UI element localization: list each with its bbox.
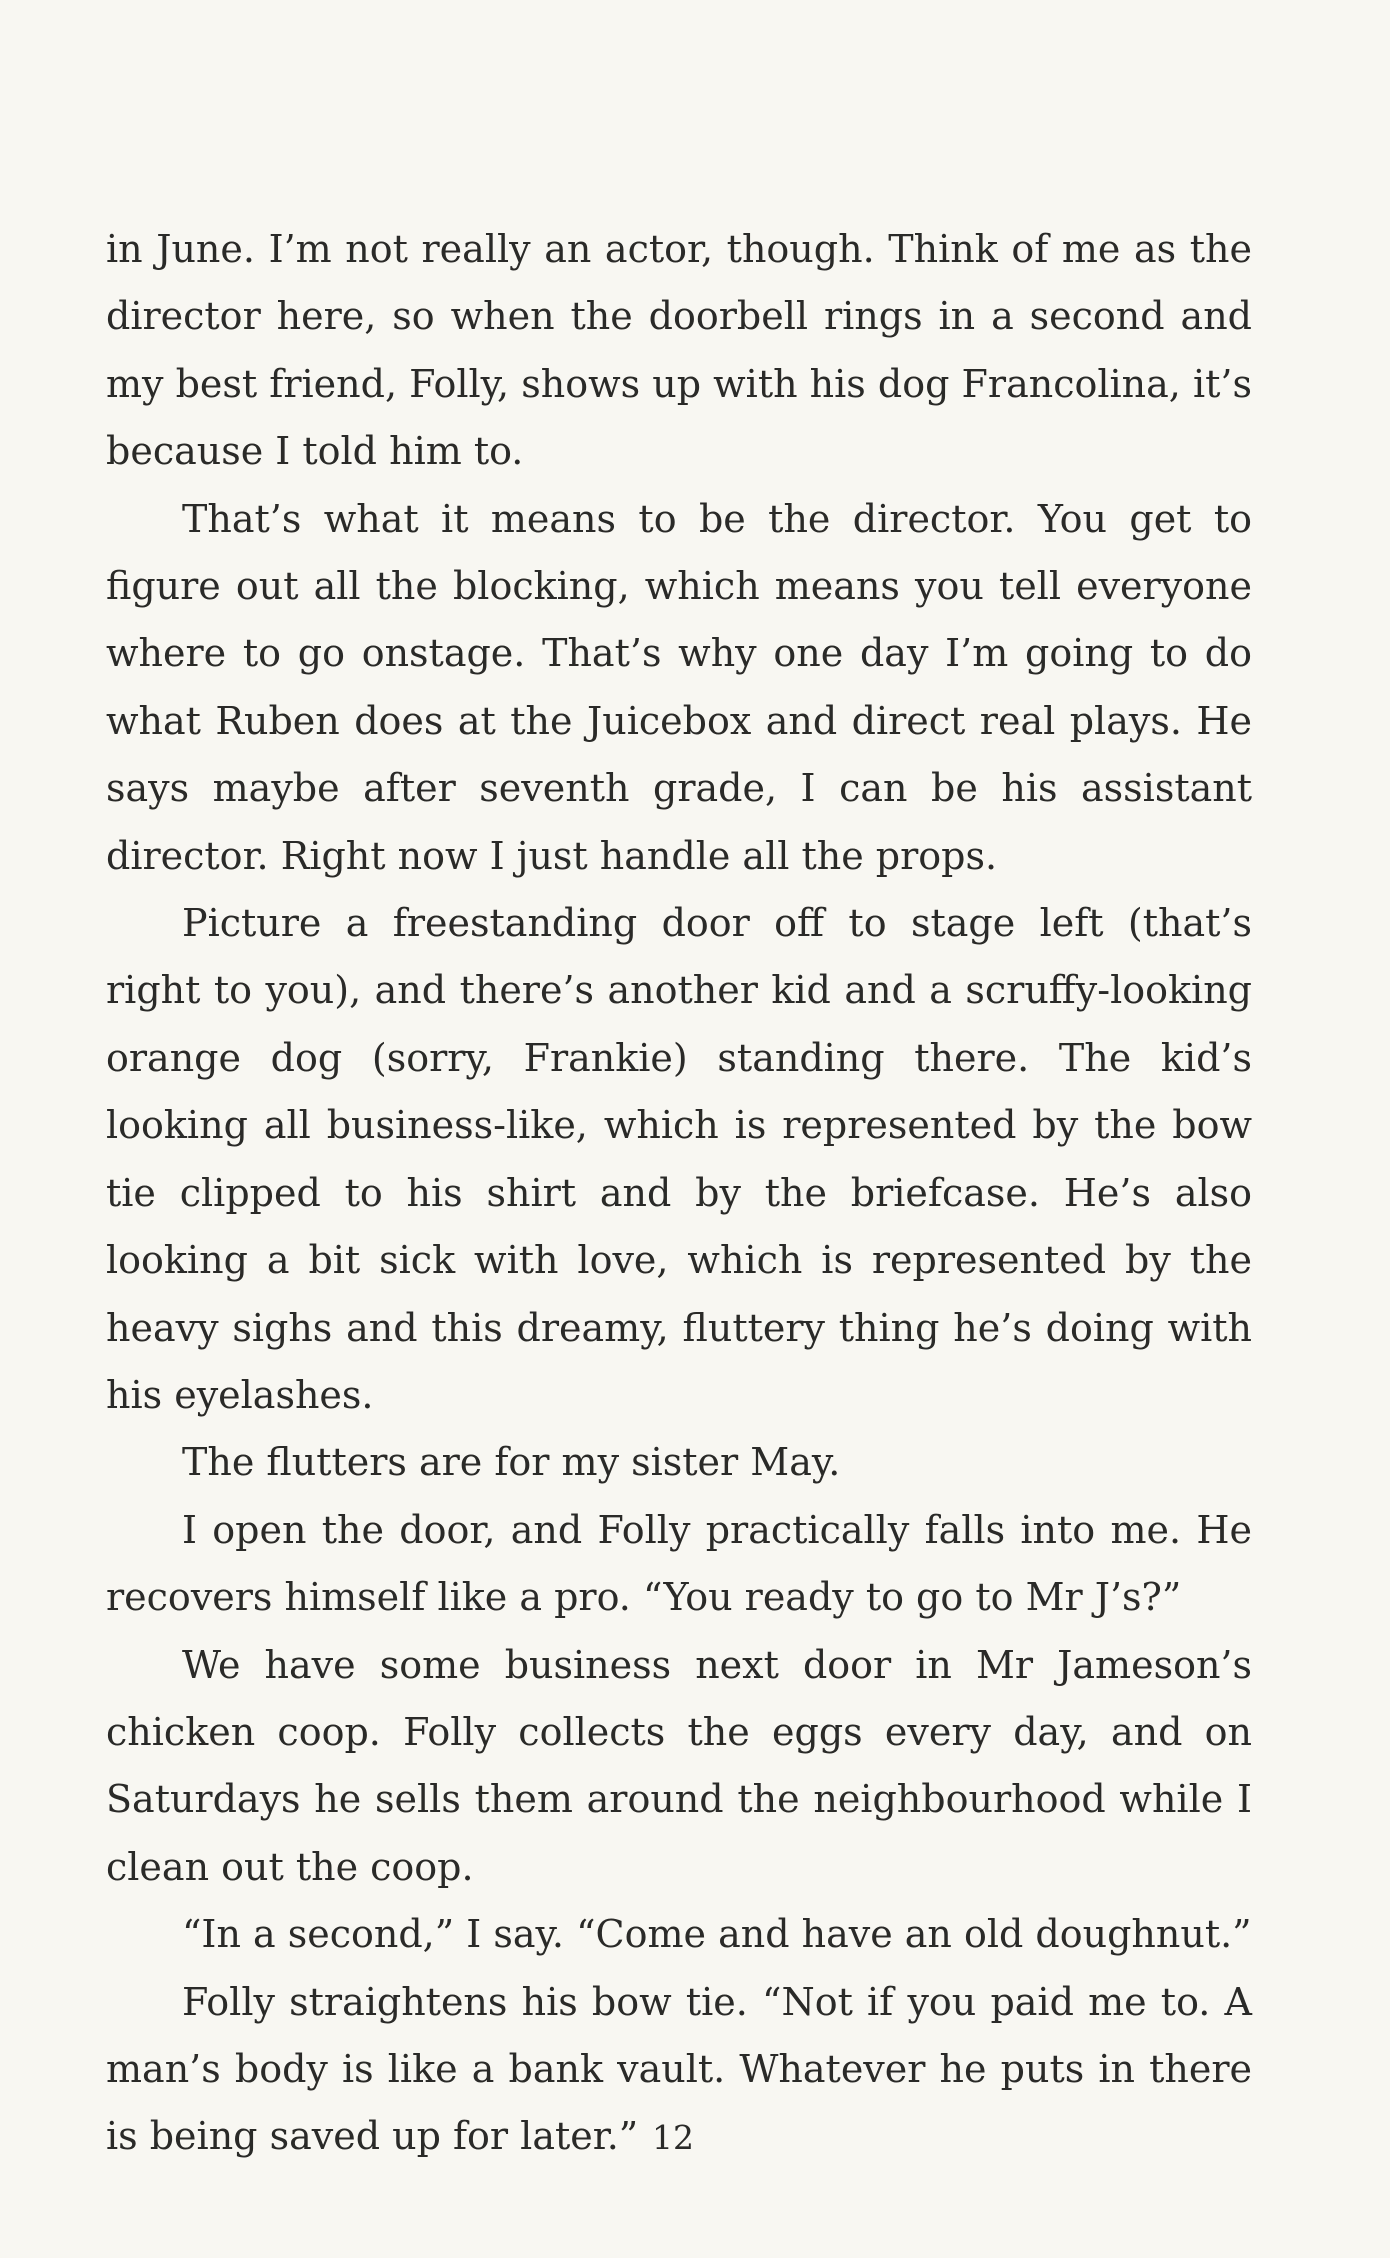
page-number: 12 (652, 2118, 694, 2157)
paragraph-7: “In a second,” I say. “Come and have an old doughnut.” (182, 1912, 1252, 1957)
paragraph-1: in June. I’m not really an actor, though. Think of me as the director here, so when the doorbell rings in a second and my best friend, Folly, shows up with his dog Francolina, it’s because I told him to. (106, 227, 1252, 474)
paragraph-5: I open the door, and Folly practically falls into me. He recovers himself like a pro. “You ready to go to Mr J’s?” (106, 1507, 1252, 1620)
paragraph-8: Folly straightens his bow tie. “Not if you paid me to. A man’s body is like a bank vault. Whatever he puts in there is being saved up for later.” (106, 1979, 1252, 2159)
paragraph-2: That’s what it means to be the director. You get to figure out all the blocking, which means you tell everyone where to go onstage. That’s why one day I’m going to do what Ruben does at the Juicebox and direct real plays. He says maybe after seventh grade, I can be his assistant director. Right now I just handle all the props. (106, 496, 1252, 878)
paragraph-4: The flutters are for my sister May. (182, 1440, 841, 1485)
body-text (106, 216, 1252, 2171)
paragraph-3: Picture a freestanding door off to stage left (that’s right to you), and there’s another kid and a scruffy-looking orange dog (sorry, Frankie) standing there. The kid’s looking all business-like, which is represented by the bow tie clipped to his shirt and by the briefcase. He’s also looking a bit sick with love, which is represented by the heavy sighs and this dreamy, fluttery thing he’s doing with his eyelashes. (106, 901, 1252, 1417)
paragraph-6: We have some business next door in Mr Jameson’s chicken coop. Folly collects the eggs every day, and on Saturdays he sells them around the neighbourhood while I clean out the coop. (106, 1642, 1252, 1889)
